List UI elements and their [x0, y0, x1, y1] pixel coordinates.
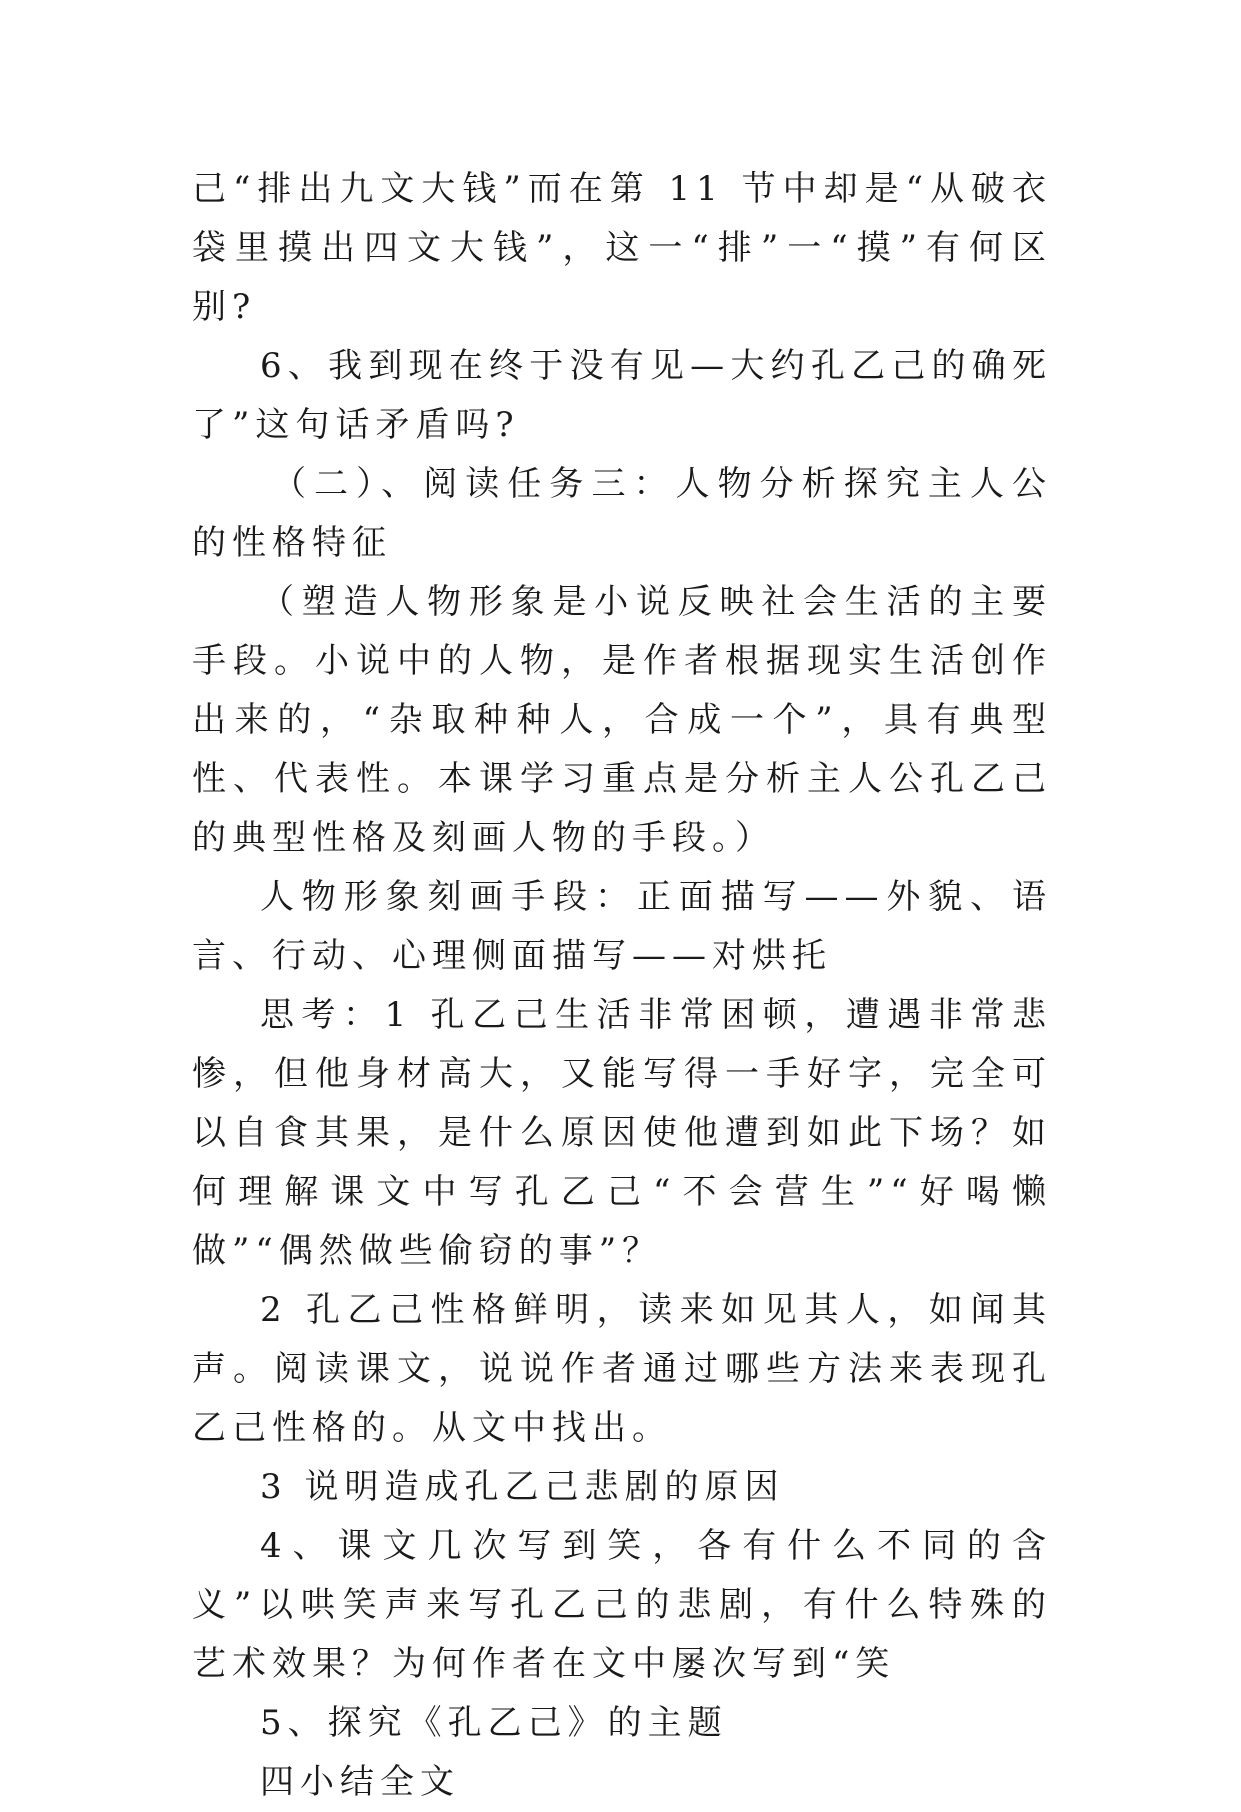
- document-body: [192, 160, 1052, 1812]
- paragraph-thinking-5: 5、探究《孔乙己》的主题: [260, 1703, 728, 1743]
- paragraph-continuation: 己“排出九文大钱”而在第 11 节中却是“从破衣袋里摸出四文大钱”，这一“排”一“摸”有何区别?: [192, 169, 1052, 327]
- paragraph-summary: 四小结全文: [260, 1762, 460, 1802]
- paragraph-techniques: 人物形象刻画手段：正面描写——外貌、语言、行动、心理侧面描写——对烘托: [192, 877, 1052, 976]
- paragraph-question-6: 6、我到现在终于没有见—大约孔乙己的确死了”这句话矛盾吗?: [192, 346, 1052, 445]
- paragraph-intro-note: （塑造人物形象是小说反映社会生活的主要手段。小说中的人物，是作者根据现实生活创作出来的，“杂取种种人，合成一个”，具有典型性、代表性。本课学习重点是分析主人公孔乙己的典型性格及刻画人物的手段。）: [192, 582, 1052, 858]
- paragraph-thinking-2: 2 孔乙己性格鲜明，读来如见其人，如闻其声。阅读课文，说说作者通过哪些方法来表现孔乙己性格的。从文中找出。: [192, 1290, 1052, 1448]
- paragraph-thinking-3: 3 说明造成孔乙己悲剧的原因: [260, 1467, 785, 1507]
- section-heading-reading-task-3: （二）、阅读任务三：人物分析探究主人公的性格特征: [192, 464, 1052, 563]
- paragraph-thinking-4: 4、课文几次写到笑，各有什么不同的含义”以哄笑声来写孔乙己的悲剧，有什么特殊的艺术效果？为何作者在文中屡次写到“笑: [192, 1526, 1052, 1684]
- paragraph-thinking-1: 思考：1 孔乙己生活非常困顿，遭遇非常悲惨，但他身材高大，又能写得一手好字，完全可以自食其果，是什么原因使他遭到如此下场？如何理解课文中写孔乙己“不会营生”“好喝懒做”“偶然做些偷窃的事”？: [192, 995, 1052, 1271]
